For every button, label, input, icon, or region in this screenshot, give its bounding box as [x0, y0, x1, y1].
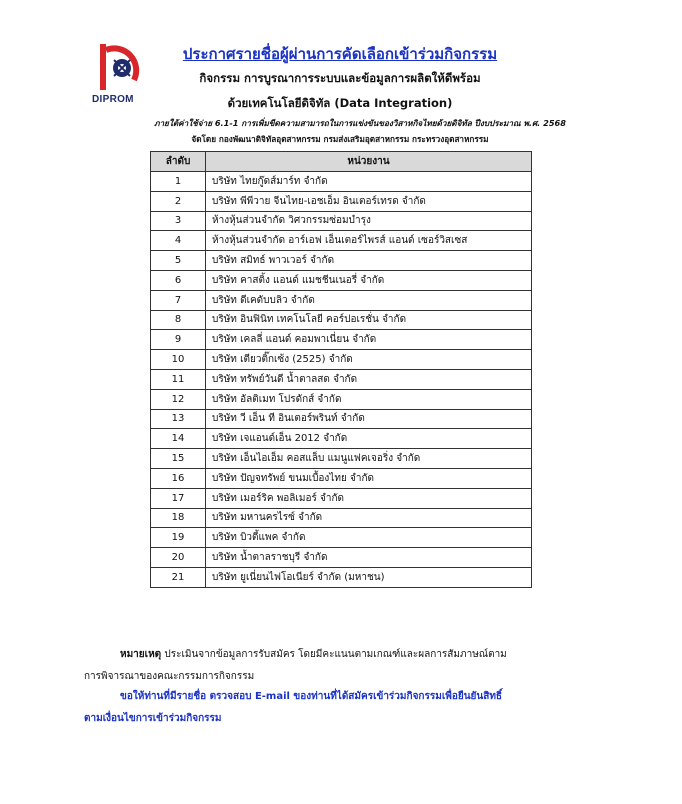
row-number: 4: [151, 231, 206, 251]
row-number: 5: [151, 251, 206, 271]
organization-name: บริษัท วี เอ็น ที อินเตอร์พรินท์ จำกัด: [206, 409, 532, 429]
organization-name: ห้างหุ้นส่วนจำกัด อาร์เอฟ เอ็นเตอร์ไพรส์ แอนด์ เซอร์วิสเซส: [206, 231, 532, 251]
table-row: [151, 389, 532, 409]
table-row: [151, 251, 532, 271]
table-row: [151, 191, 532, 211]
column-header-number: ลำดับ: [151, 152, 206, 172]
remark-section: [84, 644, 604, 688]
table-row: [151, 310, 532, 330]
email-notice-line2: ตามเงื่อนไขการเข้าร่วมกิจกรรม: [84, 713, 222, 724]
row-number: 1: [151, 172, 206, 192]
remark-label: หมายเหตุ: [120, 649, 162, 660]
row-number: 6: [151, 270, 206, 290]
table-row: [151, 468, 532, 488]
organization-name: บริษัท น้ำตาลราชบุรี จำกัด: [206, 548, 532, 568]
organization-name: บริษัท อินฟินิท เทคโนโลยี คอร์ปอเรชั่น จำกัด: [206, 310, 532, 330]
row-number: 8: [151, 310, 206, 330]
row-number: 12: [151, 389, 206, 409]
column-header-organization: หน่วยงาน: [206, 152, 532, 172]
table-row: [151, 231, 532, 251]
table-row: [151, 567, 532, 587]
row-number: 15: [151, 449, 206, 469]
table-body: [151, 172, 532, 588]
organization-name: บริษัท เจแอนด์เอ็น 2012 จำกัด: [206, 429, 532, 449]
diprom-logo-mark: [100, 44, 136, 90]
table-row: [151, 508, 532, 528]
row-number: 21: [151, 567, 206, 587]
table-row: [151, 449, 532, 469]
table-row: [151, 429, 532, 449]
organization-name: บริษัท ไทยกู๊ดส์มาร์ท จำกัด: [206, 172, 532, 192]
organization-name: บริษัท เตียวติ๊กเซ้ง (2525) จำกัด: [206, 350, 532, 370]
row-number: 7: [151, 290, 206, 310]
row-number: 2: [151, 191, 206, 211]
email-notice-line1: ขอให้ท่านที่มีรายชื่อ ตรวจสอบ E-mail ของท่านที่ได้สมัครเข้าร่วมกิจกรรมเพื่อยืนยันสิทธิ์: [120, 691, 503, 702]
organization-name: ห้างหุ้นส่วนจำกัด วิศวกรรมซ่อมบำรุง: [206, 211, 532, 231]
remark-text-line2: การพิจารณาของคณะกรรมการกิจกรรม: [84, 671, 255, 682]
table-row: [151, 270, 532, 290]
organization-name: บริษัท ทรัพย์วันดี น้ำตาลสด จำกัด: [206, 369, 532, 389]
row-number: 11: [151, 369, 206, 389]
table-row: [151, 172, 532, 192]
organization-name: บริษัท บิวตี้แพค จำกัด: [206, 528, 532, 548]
table-row: [151, 528, 532, 548]
organization-name: บริษัท มหานครไรซ์ จำกัด: [206, 508, 532, 528]
organization-name: บริษัท อัลติเมท โปรดักส์ จำกัด: [206, 389, 532, 409]
table-row: [151, 548, 532, 568]
activity-subtitle-line1: กิจกรรม การบูรณาการระบบและข้อมูลการผลิตให้ดีพร้อม: [199, 71, 481, 85]
table-row: [151, 290, 532, 310]
table-row: [151, 350, 532, 370]
budget-line: ภายใต้ค่าใช้จ่าย 6.1-1 การเพิ่มขีดความสามารถในการแข่งขันของวิสาหกิจไทยด้วยดิจิทัล ปีงบประมาณ พ.ศ. 2568: [154, 118, 566, 128]
table-row: [151, 488, 532, 508]
table-row: [151, 369, 532, 389]
row-number: 10: [151, 350, 206, 370]
row-number: 3: [151, 211, 206, 231]
selected-companies-table: [150, 151, 532, 588]
remark-text-line1: ประเมินจากข้อมูลการรับสมัคร โดยมีคะแนนตามเกณฑ์และผลการสัมภาษณ์ตาม: [164, 649, 507, 660]
organization-name: บริษัท สมิทธ์ พาวเวอร์ จำกัด: [206, 251, 532, 271]
row-number: 19: [151, 528, 206, 548]
email-notice: [84, 686, 604, 730]
row-number: 20: [151, 548, 206, 568]
activity-subtitle-line2: ด้วยเทคโนโลยีดิจิทัล (Data Integration): [227, 96, 453, 110]
organization-name: บริษัท คาสติ้ง แอนด์ แมชชีนเนอรี่ จำกัด: [206, 270, 532, 290]
row-number: 16: [151, 468, 206, 488]
page-title: ประกาศรายชื่อผู้ผ่านการคัดเลือกเข้าร่วมกิจกรรม: [182, 45, 498, 63]
row-number: 17: [151, 488, 206, 508]
organization-name: บริษัท ยูเนี่ยนไฟโอเนียร์ จำกัด (มหาชน): [206, 567, 532, 587]
organization-name: บริษัท ปัญจทรัพย์ ขนมเบื้องไทย จำกัด: [206, 468, 532, 488]
organization-name: บริษัท พีพีวาย จีนไทย-เอชเอ็ม อินเตอร์เทรด จำกัด: [206, 191, 532, 211]
table-row: [151, 330, 532, 350]
table-row: [151, 409, 532, 429]
organization-name: บริษัท เคลลี่ แอนด์ คอมพาเนี่ยน จำกัด: [206, 330, 532, 350]
organization-name: บริษัท เอ็นไอเอ็ม คอสแล็บ แมนูแฟคเจอริ่ง จำกัด: [206, 449, 532, 469]
organization-name: บริษัท เมอร์ริค พอลิเมอร์ จำกัด: [206, 488, 532, 508]
row-number: 14: [151, 429, 206, 449]
table-header-row: [151, 152, 532, 172]
logo-wordmark: DIPROM: [92, 94, 134, 105]
organization-name: บริษัท ดีเคดับบลิว จำกัด: [206, 290, 532, 310]
row-number: 13: [151, 409, 206, 429]
row-number: 18: [151, 508, 206, 528]
row-number: 9: [151, 330, 206, 350]
table-row: [151, 211, 532, 231]
organizer-line: จัดโดย กองพัฒนาดิจิทัลอุตสาหกรรม กรมส่งเสริมอุตสาหกรรม กระทรวงอุตสาหกรรม: [191, 134, 489, 144]
